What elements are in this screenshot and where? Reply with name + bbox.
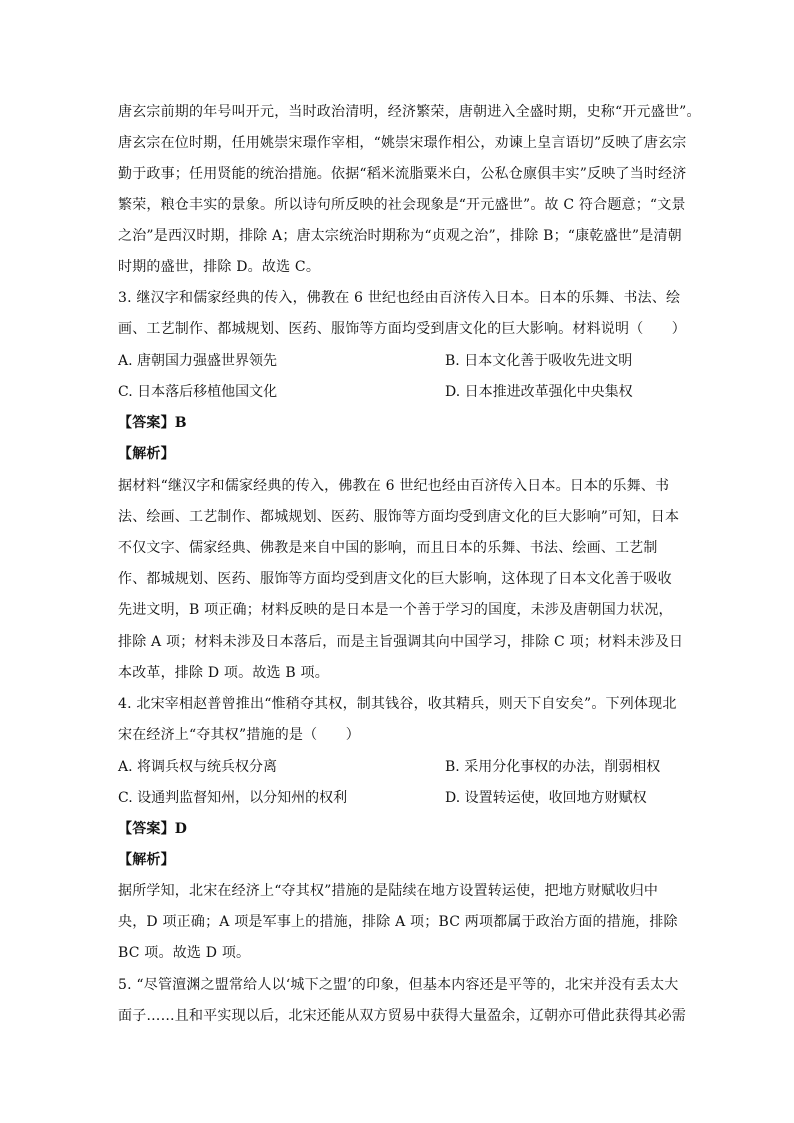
q4-analysis-line: 央，D 项正确；A 项是军事上的措施，排除 A 项；BC 两项都属于政治方面的措施，排除: [118, 914, 678, 930]
q5-stem-line: 5. “尽管澶渊之盟常给人以‘城下之盟’的印象，但基本内容还是平等的，北宋并没有丢太大: [118, 977, 679, 993]
q3-analysis-line: 本改革，排除 D 项。故选 B 项。: [118, 665, 329, 681]
prev-analysis-line: 唐玄宗在位时期，任用姚崇宋璟作宰相，“姚崇宋璟作相公，劝谏上皇言语切”反映了唐玄宗: [118, 135, 687, 151]
q3-analysis-line: 排除 A 项；材料未涉及日本落后，而是主旨强调其向中国学习，排除 C 项；材料未涉及日: [118, 634, 684, 650]
prev-analysis-line: 之治”是西汉时期，排除 A；唐太宗统治时期称为“贞观之治”，排除 B；“康乾盛世”是清朝: [118, 228, 682, 244]
q4-stem-line: 4. 北宋宰相赵普曾推出“惟稍夺其权，制其钱谷，收其精兵，则天下自安矣”。下列体现北: [118, 696, 677, 712]
q3-answer: 【答案】B: [118, 415, 187, 431]
q3-analysis-line: 据材料“继汉字和儒家经典的传入，佛教在 6 世纪也经由百济传入日本。日本的乐舞、书: [118, 478, 670, 494]
q5-stem-line: 面子……且和平实现以后，北宋还能从双方贸易中获得大量盈余，辽朝亦可借此获得其必需: [118, 1008, 686, 1024]
q4-option-c: C. 设通判监督知州，以分知州的权利: [118, 790, 348, 806]
q3-analysis-line: 先进文明，B 项正确；材料反映的是日本是一个善于学习的国度，未涉及唐朝国力状况，: [118, 602, 673, 618]
q3-option-a: A. 唐朝国力强盛世界领先: [118, 353, 278, 369]
q3-option-b: B. 日本文化善于吸收先进文明: [445, 353, 633, 369]
q4-analysis-label: 【解析】: [118, 852, 175, 868]
q4-analysis-line: 据所学知，北宋在经济上“夺其权”措施的是陆续在地方设置转运使，把地方财赋收归中: [118, 883, 659, 899]
q3-analysis-line: 作、都城规划、医药、服饰等方面均受到唐文化的巨大影响，这体现了日本文化善于吸收: [118, 571, 672, 587]
q4-option-d: D. 设置转运使，收回地方财赋权: [445, 790, 647, 806]
q4-option-a: A. 将调兵权与统兵权分离: [118, 759, 278, 775]
prev-analysis-line: 唐玄宗前期的年号叫开元，当时政治清明，经济繁荣，唐朝进入全盛时期，史称“开元盛世”。: [118, 104, 701, 120]
q4-answer: 【答案】D: [118, 821, 188, 837]
prev-analysis-line: 勤于政事；任用贤能的统治措施。依据“稻米流脂粟米白，公私仓廪俱丰实”反映了当时经济: [118, 166, 687, 182]
q4-option-b: B. 采用分化事权的办法，削弱相权: [445, 759, 661, 775]
q3-stem-line: 3. 继汉字和儒家经典的传入，佛教在 6 世纪也经由百济传入日本。日本的乐舞、书法、绘: [118, 290, 681, 306]
q3-analysis-label: 【解析】: [118, 446, 175, 462]
q3-analysis-line: 法、绘画、工艺制作、都城规划、医药、服饰等方面均受到唐文化的巨大影响”可知，日本: [118, 509, 680, 525]
q3-option-d: D. 日本推进改革强化中央集权: [445, 384, 633, 400]
prev-analysis-line: 繁荣，粮仓丰实的景象。所以诗句所反映的社会现象是“开元盛世”。故 C 符合题意；“文景: [118, 197, 686, 213]
prev-analysis-line: 时期的盛世，排除 D。故选 C。: [118, 259, 321, 275]
q3-analysis-line: 不仅文字、儒家经典、佛教是来自中国的影响，而且日本的乐舞、书法、绘画、工艺制: [118, 540, 658, 556]
q4-analysis-line: BC 项。故选 D 项。: [118, 945, 251, 961]
q3-stem-line: 画、工艺制作、都城规划、医药、服饰等方面均受到唐文化的巨大影响。材料说明（ ）: [118, 321, 686, 337]
q3-option-c: C. 日本落后移植他国文化: [118, 384, 278, 400]
q4-stem-line: 宋在经济上“夺其权”措施的是（ ）: [118, 727, 360, 743]
